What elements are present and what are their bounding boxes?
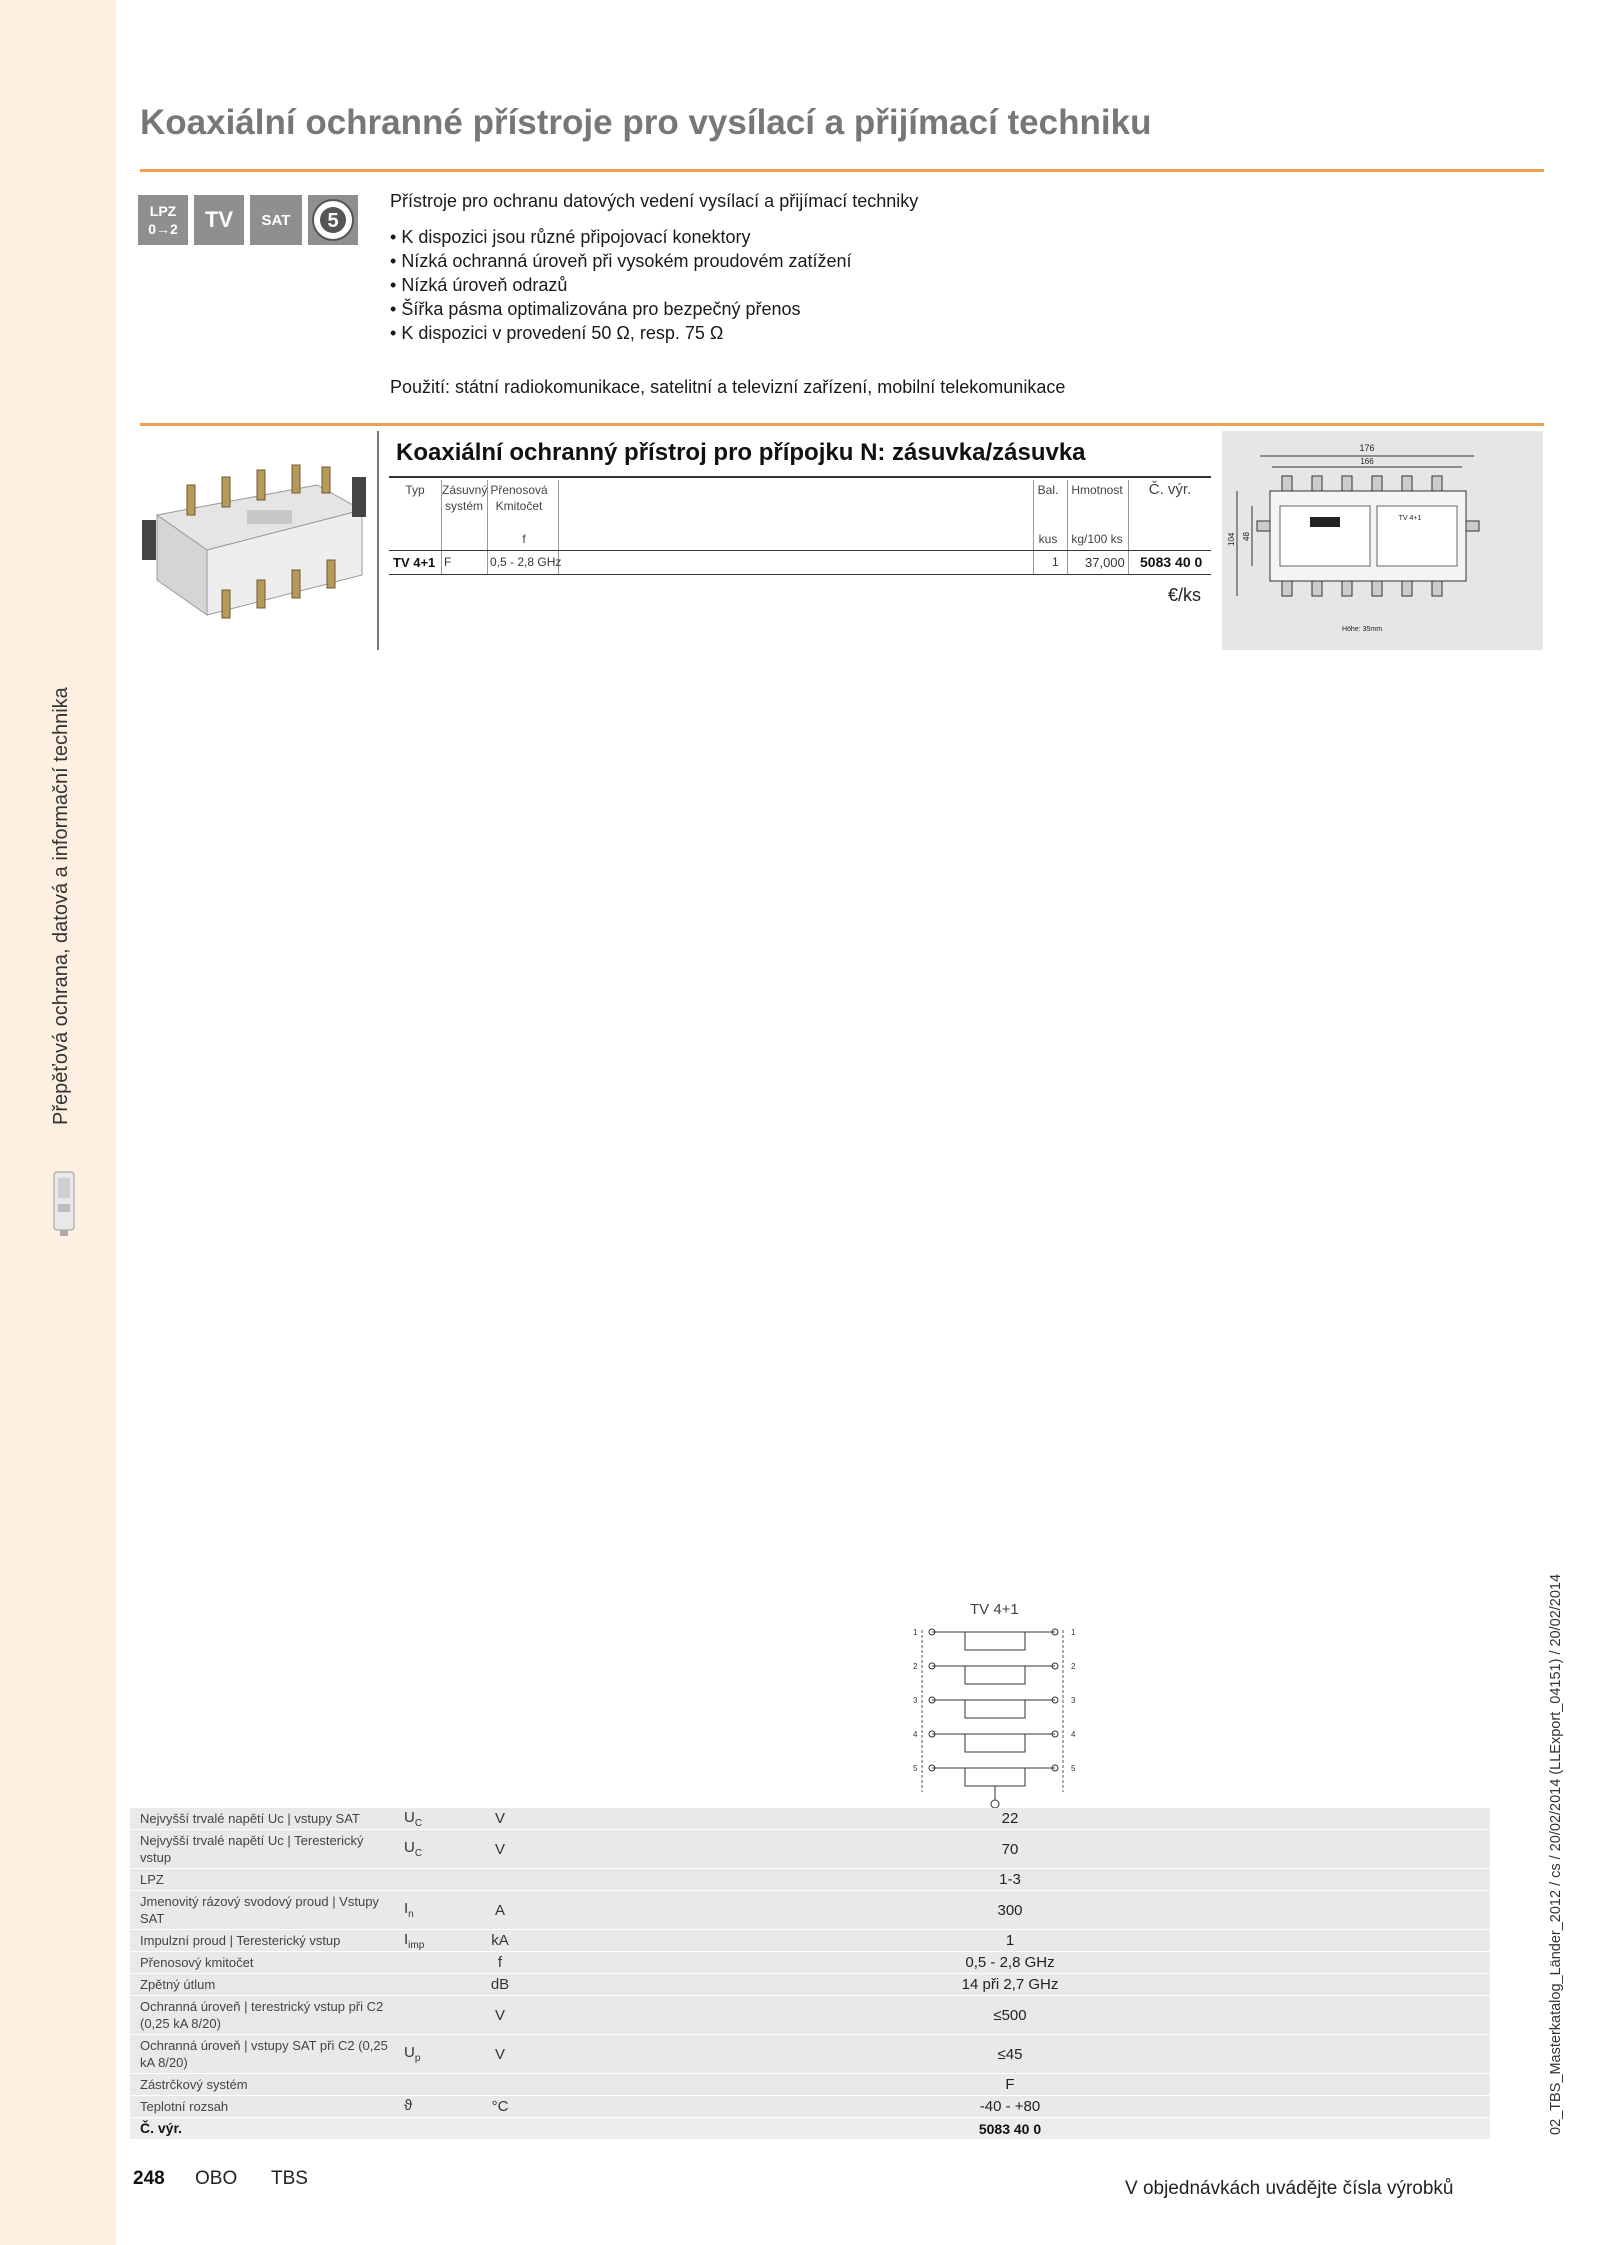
table-header-rule: [389, 550, 1211, 551]
spec-name: Impulzní proud | Teresterický vstup: [140, 1933, 341, 1948]
port-label-right: 3: [1071, 1696, 1076, 1705]
port-label-left: 4: [913, 1730, 918, 1739]
badge-row: [138, 195, 358, 245]
spec-value: F: [1005, 2076, 1015, 2093]
port-label-left: 1: [913, 1628, 918, 1637]
drawing-device-label: TV 4+1: [1398, 515, 1422, 522]
column-border: [487, 480, 488, 575]
spec-unit: dB: [490, 1976, 510, 1993]
spec-symbol: $U_p$: [404, 2044, 421, 2064]
spec-value: 1-3: [999, 1871, 1021, 1888]
spec-name: Č. výr.: [140, 2120, 183, 2136]
spec-unit: V: [494, 2006, 505, 2024]
dim-height-inner: 48: [1242, 532, 1251, 541]
order-note: V objednávkách uvádějte čísla výrobků: [1125, 2178, 1454, 2199]
footer-brand: OBO: [195, 2168, 238, 2189]
lpz-badge-line1: LPZ: [149, 203, 177, 219]
port-label-right: 1: [1071, 1628, 1076, 1637]
section-divider: [140, 423, 1544, 426]
warranty-number: 5: [327, 210, 339, 232]
dim-width-outer: 176: [1359, 443, 1375, 453]
col-subheader-kg: kg/100 ks: [1071, 532, 1123, 546]
intro-text: [390, 189, 918, 345]
feature-list: [390, 225, 918, 345]
col-subheader-f: f: [522, 532, 526, 546]
spec-value: 70: [1001, 1840, 1019, 1858]
circuit-title: TV 4+1: [970, 1601, 1019, 1618]
spec-unit: V: [494, 1840, 505, 1858]
port-label-left: 5: [913, 1764, 918, 1773]
spec-name: Ochranná úroveň | terestrický vstup při C2 (0,25 kA 8/20): [140, 1999, 384, 2031]
col-header-bal: Bal.: [1037, 483, 1059, 497]
spec-name: Teplotní rozsah: [140, 2099, 229, 2114]
drawing-note: Höhe: 35mm: [1341, 626, 1383, 633]
spec-value: 22: [1001, 1810, 1019, 1827]
lpz-badge: [138, 195, 188, 245]
spec-unit: kA: [491, 1932, 509, 1949]
header-divider: [140, 169, 1544, 172]
tv-badge: TV: [194, 195, 244, 245]
spec-row: [130, 1808, 1490, 1830]
product-weight: 37,000: [1085, 555, 1125, 570]
table-top-rule: [389, 476, 1211, 478]
spec-symbol: ϑ: [404, 2096, 413, 2114]
col-header-zasuvny: Zásuvný systém: [442, 483, 488, 513]
port-label-left: 2: [913, 1662, 918, 1671]
warranty-icon: [308, 195, 358, 245]
spec-row: [130, 2035, 1490, 2074]
spec-value: -40 - +80: [979, 2098, 1041, 2115]
page-title: Koaxiální ochranné přístroje pro vysílací a přijímací techniku: [140, 103, 1152, 142]
spec-row: [130, 2074, 1490, 2096]
spec-value: 300: [997, 1901, 1023, 1919]
col-subheader-kus: kus: [1038, 532, 1058, 546]
lpz-badge-line2: 0→2: [148, 221, 178, 237]
spec-value: 0,5 - 2,8 GHz: [965, 1954, 1055, 1971]
product-bal: 1: [1052, 555, 1059, 569]
spec-name: Nejvyšší trvalé napětí Uc | Teresterický vstup: [140, 1833, 364, 1865]
spec-name: Zpětný útlum: [140, 1977, 216, 1992]
usage-text: Použití: státní radiokomunikace, satelitní a televizní zařízení, mobilní telekomunikace: [390, 377, 1066, 397]
spec-name: Jmenovitý rázový svodový proud | Vstupy SAT: [140, 1894, 379, 1926]
column-border: [1128, 480, 1129, 575]
dimension-drawing: [1222, 431, 1543, 650]
spec-row: [130, 1869, 1490, 1891]
port-label-right: 5: [1071, 1764, 1076, 1773]
spec-unit: °C: [491, 2098, 509, 2115]
feature-item: • Šířka pásma optimalizována pro bezpečný přenos: [390, 297, 918, 321]
product-photo: [137, 455, 369, 630]
section-vertical-rule: [377, 431, 379, 650]
col-header-hmotnost: Hmotnost: [1071, 483, 1123, 497]
spec-name: LPZ: [140, 1872, 164, 1887]
footer-division: TBS: [271, 2168, 308, 2189]
spec-symbol: $U_C$: [404, 1839, 423, 1859]
unit-price-label: €/ks: [1168, 585, 1202, 605]
column-border: [1067, 480, 1068, 575]
side-product-icon: [46, 1168, 84, 1238]
sat-badge: SAT: [250, 195, 302, 245]
spec-symbol: $I_{imp}$: [404, 1930, 425, 1951]
feature-item: • K dispozici jsou různé připojovací konektory: [390, 225, 918, 249]
spec-value: 14 při 2,7 GHz: [961, 1976, 1059, 1993]
spec-unit: A: [494, 1901, 505, 1919]
port-label-right: 2: [1071, 1662, 1076, 1671]
product-typ: TV 4+1: [393, 555, 436, 570]
spec-row: [130, 1974, 1490, 1996]
feature-item: • K dispozici v provedení 50 Ω, resp. 75 Ω: [390, 321, 918, 345]
spec-name: Ochranná úroveň | vstupy SAT při C2 (0,25 kA 8/20): [140, 2038, 388, 2070]
catalog-reference: 02_TBS_Masterkatalog_Länder_2012 / cs / 20/02/2014 (LLExport_04151) / 20/02/2014: [1548, 1573, 1564, 2135]
feature-item: • Nízká úroveň odrazů: [390, 273, 918, 297]
spec-unit: V: [494, 2045, 505, 2063]
page-number: 248: [133, 2168, 165, 2189]
product-frequency: 0,5 - 2,8 GHz: [490, 555, 562, 569]
spec-unit: V: [494, 1810, 505, 1827]
spec-symbol: $I_n$: [404, 1900, 414, 1920]
spec-row: [130, 1952, 1490, 1974]
spec-row: [130, 2096, 1490, 2118]
port-label-right: 4: [1071, 1730, 1076, 1739]
table-bottom-rule: [389, 574, 1211, 575]
spec-value: ≤500: [993, 2006, 1027, 2024]
product-section-title: Koaxiální ochranný přístroj pro přípojku N: zásuvka/zásuvka: [396, 439, 1086, 466]
feature-item: • Nízká ochranná úroveň při vysokém proudovém zatížení: [390, 249, 918, 273]
dim-height-outer: 104: [1227, 532, 1236, 546]
col-header-cvyr: Č. výr.: [1148, 481, 1192, 498]
spec-name: Přenosový kmitočet: [140, 1955, 254, 1970]
spec-symbol: $U_C$: [404, 1808, 423, 1829]
spec-value: 5083 40 0: [978, 2120, 1042, 2137]
spec-row: [130, 1996, 1490, 2035]
spec-value: 1: [1005, 1932, 1015, 1949]
column-border: [1033, 480, 1034, 575]
column-border: [441, 480, 442, 575]
spec-row: [130, 1891, 1490, 1930]
spec-row: [130, 1830, 1490, 1869]
intro-lead: Přístroje pro ochranu datových vedení vysílací a přijímací techniky: [390, 191, 919, 211]
product-system: F: [444, 555, 452, 569]
product-code: 5083 40 0: [1140, 554, 1203, 570]
spec-table: [130, 1808, 1490, 2140]
spec-value: ≤45: [997, 2045, 1023, 2063]
circuit-diagram: [905, 1622, 1085, 1810]
col-header-prenosova: Přenosová Kmitočet: [490, 483, 548, 513]
dim-width-inner: 166: [1360, 457, 1374, 466]
spec-name: Nejvyšší trvalé napětí Uc | vstupy SAT: [140, 1811, 360, 1826]
spec-name: Zástrčkový systém: [140, 2077, 248, 2092]
port-label-left: 3: [913, 1696, 918, 1705]
spec-row-order-code: [130, 2118, 1490, 2140]
spec-row: [130, 1930, 1490, 1952]
side-section-label: Přepěťová ochrana, datová a informační technika: [50, 687, 72, 1125]
col-header-typ: Typ: [405, 483, 425, 497]
spec-unit: f: [497, 1954, 503, 1971]
